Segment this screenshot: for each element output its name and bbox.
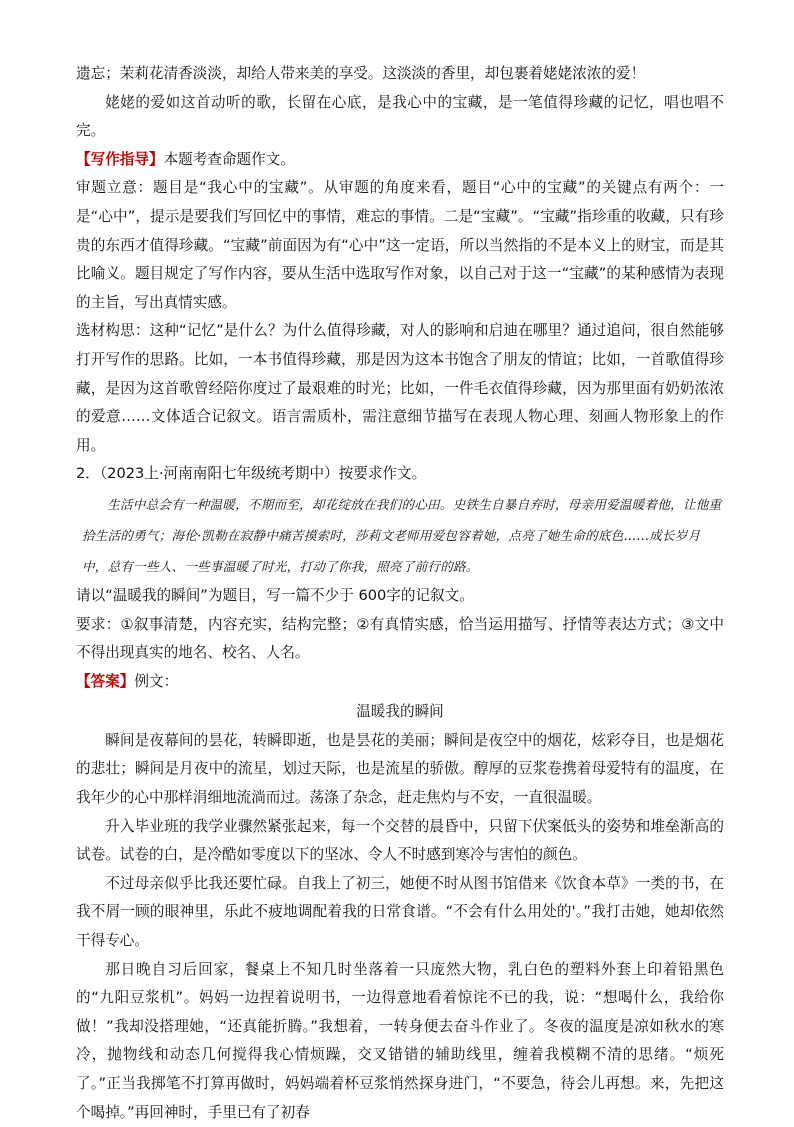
essay-paragraph: 那日晚自习后回家，餐桌上不知几时坐落着一只庞然大物，乳白色的塑料外套上印着铅黑色的“九阳豆浆机”。妈妈一边捏着说明书，一边得意地看着惊诧不已的我，说：“想喝什么，我给你做！”我却没搭理她，“还真能折腾。”我想着，一转身便去奋斗作业了。冬夜的温度是凉如秋水的寒冷，抛物线和动态几何搅得我心情烦躁，交叉错错的辅助线里，缠着我模糊不清的思绪。“烦死了。”正当我掷笔不打算再做时，妈妈端着杯豆浆悄然探身进门，“不要急，待会儿再想。来，先把这个喝掉。”再回神时，手里已有了初春 [76,960,724,1121]
essay-paragraph: 升入毕业班的我学业骤然紧张起来，每一个交替的晨昏中，只留下伏案低头的姿势和堆垒渐高的试卷。试卷的白，是冷酷如零度以下的坚冰、令人不时感到寒冷与害怕的颜色。 [76,817,724,864]
text-paragraph: 遗忘；茉莉花清香淡淡，却给人带来美的享受。这淡淡的香里，却包裹着姥姥浓浓的爱！ [76,65,646,82]
document-body [76,60,724,1127]
writing-guide-tag: 【写作指导】 [76,150,164,168]
answer-tag: 【答案】 [76,672,135,690]
material-selection-paragraph: 选材构思：这种“记忆”是什么？为什么值得珍藏，对人的影响和启迪在哪里？通过追问，很自然能够打开写作的思路。比如，一本书值得珍藏，那是因为这本书饱含了朋友的情谊；比如，一首歌值得珍藏，是因为这首歌曾经陪你度过了最艰难的时光；比如，一件毛衣值得珍藏，因为那里面有奶奶浓浓的爱意……文体适合记叙文。语言需质朴，需注意细节描写在表现人物心理、刻画人物形象上的作用。 [76,322,724,454]
essay-title: 温暖我的瞬间 [356,703,444,721]
writing-guide-text: 本题考查命题作文。 [163,150,295,168]
question-heading: 2．（2023上·河南南阳七年级统考期中）按要求作文。 [76,465,427,483]
requirements-paragraph: 要求：①叙事清楚，内容充实，结构完整；②有真情实感，恰当运用描写、抒情等表达方式；③文中不得出现真实的地名、校名、人名。 [76,615,724,662]
answer-paragraph [76,668,724,697]
topic-analysis-paragraph: 审题立意：题目是“我心中的宝藏”。从审题的角度来看，题目“心中的宝藏”的关键点有两个：一是“心中”，提示是要我们写回忆中的事情，难忘的事情。二是“宝藏”。“宝藏”指珍重的收藏，只有珍贵的东西才值得珍藏。“宝藏”前面因为有“心中”这一定语，所以当然指的不是本义上的财宝，而是其比喻义。题目规定了写作内容，要从生活中选取写作对象，以自己对于这一“宝藏”的某种感情为表现的主旨，写出真情实感。 [76,179,724,311]
essay-paragraph: 瞬间是夜幕间的昙花，转瞬即逝，也是昙花的美丽；瞬间是夜空中的烟花，炫彩夺目，也是烟花的悲壮；瞬间是月夜中的流星，划过天际，也是流星的骄傲。醇厚的豆浆卷携着母爱特有的温度，在我年少的心中那样涓细地流淌而过。荡涤了杂念，赶走焦灼与不安，一直很温暖。 [76,731,724,807]
text-paragraph: 姥姥的爱如这首动听的歌，长留在心底，是我心中的宝藏，是一笔值得珍藏的记忆，唱也唱不完。 [76,93,724,140]
writing-guide-paragraph [76,146,724,175]
instruction-paragraph: 请以“温暖我的瞬间”为题目，写一篇不少于 600字的记叙文。 [76,586,474,604]
prompt-quote: 生活中总会有一种温暖，不期而至，却花绽放在我们的心田。史铁生自暴自弃时，母亲用爱温暖着他，让他重拾生活的勇气；海伦·凯勒在寂静中痛苦摸索时，莎莉文老师用爱包容着她，点亮了她生命的底色……成长岁月中，总有一些人、一些事温暖了时光，打动了你我，照亮了前行的路。 [82,496,722,574]
answer-text: 例文： [134,672,179,690]
essay-paragraph: 不过母亲似乎比我还要忙碌。自我上了初三，她便不时从图书馆借来《饮食本草》一类的书，在我不屑一顾的眼神里，乐此不疲地调配着我的日常食谱。“不会有什么用处的'。”我打击她，她却依然干得专心。 [76,874,724,950]
